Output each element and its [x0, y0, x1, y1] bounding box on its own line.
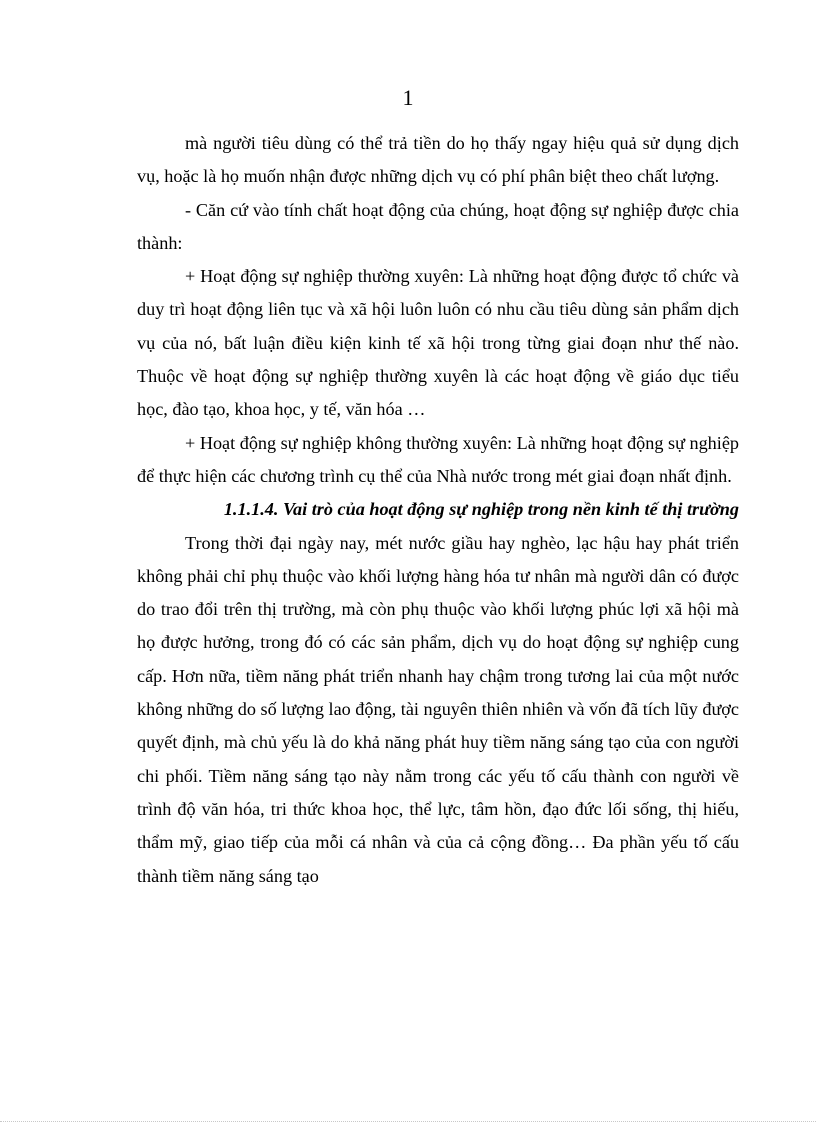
section-heading: 1.1.1.4. Vai trò của hoạt động sự nghiệp trong nền kinh tế thị trường [223, 499, 739, 520]
page-bottom-divider [0, 1121, 816, 1122]
page-number: 1 [402, 85, 414, 110]
paragraph-regular-activities: + Hoạt động sự nghiệp thường xuyên: Là những hoạt động được tổ chức và duy trì hoạt động liên tục và xã hội luôn luôn có nhu cầu tiêu dùng sản phẩm dịch vụ của nó, bất luận điều kiện kinh tế xã hội trong từng giai đoạn như thế nào. Thuộc về hoạt động sự nghiệp thường xuyên là các hoạt động về giáo dục tiểu học, đào tạo, khoa học, y tế, văn hóa … [137, 266, 739, 420]
document-body [137, 127, 739, 893]
paragraph-continuation: mà người tiêu dùng có thể trả tiền do họ thấy ngay hiệu quả sử dụng dịch vụ, hoặc là họ muốn nhận được những dịch vụ có phí phân biệt theo chất lượng. [137, 133, 739, 187]
paragraph-irregular-activities: + Hoạt động sự nghiệp không thường xuyên: Là những hoạt động sự nghiệp để thực hiện các chương trình cụ thể của Nhà nước trong mét giai đoạn nhất định. [137, 432, 739, 486]
paragraph-classification: - Căn cứ vào tính chất hoạt động của chúng, hoạt động sự nghiệp được chia thành: [137, 199, 739, 253]
paragraph-section-body: Trong thời đại ngày nay, mét nước giầu hay nghèo, lạc hậu hay phát triển không phải chỉ phụ thuộc vào khối lượng hàng hóa tư nhân mà người dân có được do trao đổi trên thị trường, mà còn phụ thuộc vào khối lượng phúc lợi xã hội mà họ được hưởng, trong đó có các sản phẩm, dịch vụ do hoạt động sự nghiệp cung cấp. Hơn nữa, tiềm năng phát triển nhanh hay chậm trong tương lai của một nước không những do số lượng lao động, tài nguyên thiên nhiên và vốn đã tích lũy được quyết định, mà chủ yếu là do khả năng phát huy tiềm năng sáng tạo của con người chi phối. Tiềm năng sáng tạo này nằm trong các yếu tố cấu thành con người về trình độ văn hóa, tri thức khoa học, thể lực, tâm hồn, đạo đức lối sống, thị hiếu, thẩm mỹ, giao tiếp của mỗi cá nhân và của cả cộng đồng… Đa phần yếu tố cấu thành tiềm năng sáng tạo [137, 532, 739, 886]
